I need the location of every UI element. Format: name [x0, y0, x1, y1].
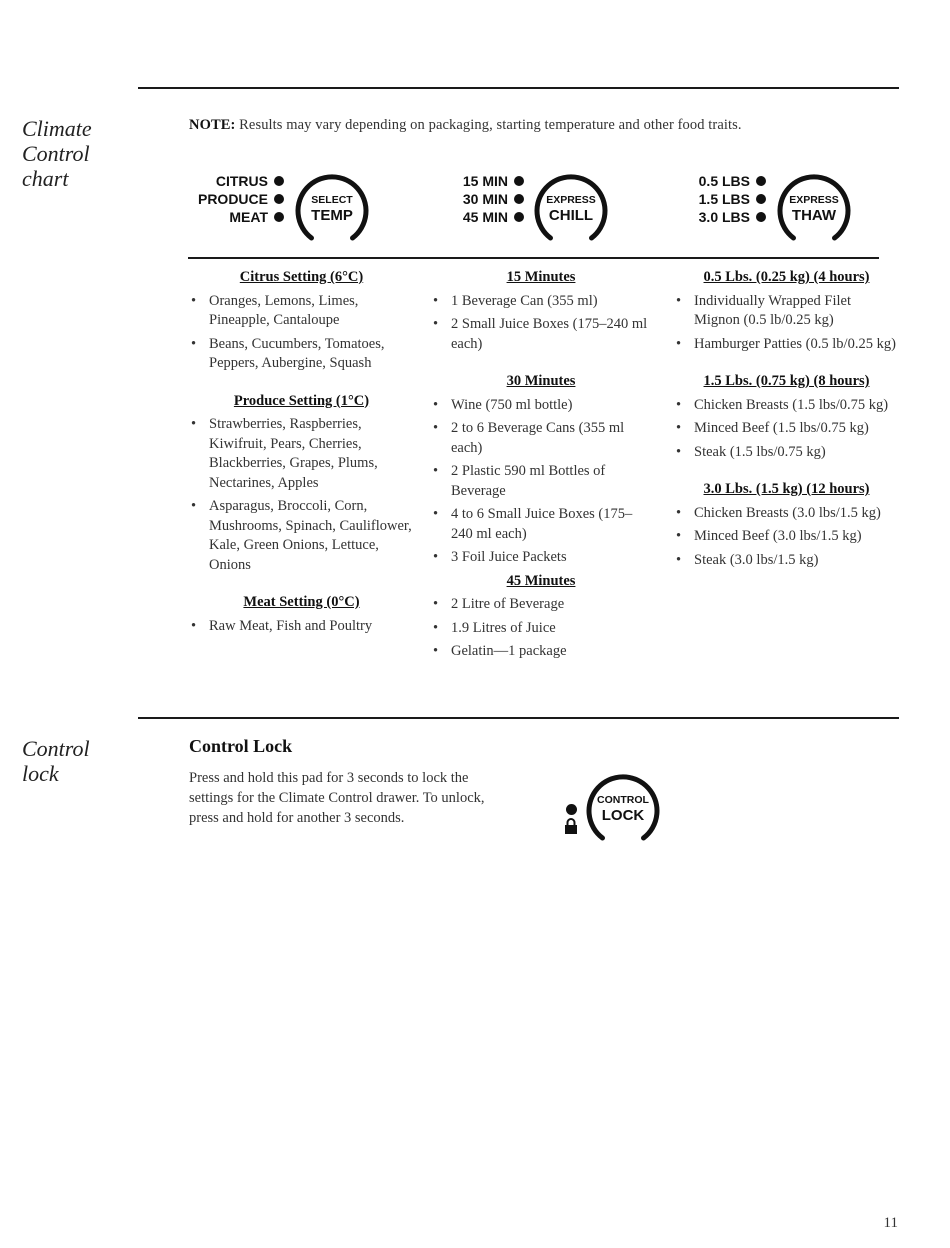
- group-heading: 0.5 Lbs. (0.25 kg) (4 hours): [703, 269, 870, 285]
- section-title-climate-control-chart: [22, 116, 92, 191]
- indicator-dot-icon: [756, 212, 766, 222]
- group-heading: 30 Minutes: [506, 373, 576, 389]
- indicator-dot-icon: [514, 176, 524, 186]
- option-list: [658, 172, 768, 226]
- group-heading: 1.5 Lbs. (0.75 kg) (8 hours): [703, 373, 870, 389]
- page-number: 11: [883, 1215, 898, 1231]
- button-label-bottom: CHILL: [548, 207, 594, 224]
- select-temp-panel: [170, 172, 370, 248]
- indicator-dot-icon: [274, 176, 284, 186]
- button-label-top: EXPRESS: [546, 194, 596, 206]
- list-item: • 1.9 Litres of Juice: [431, 619, 651, 639]
- list-item: • 2 Plastic 590 ml Bottles of Beverage: [431, 462, 651, 501]
- list-item: • Raw Meat, Fish and Poultry: [189, 617, 414, 637]
- option-list: [416, 172, 526, 226]
- list-item: • 1 Beverage Can (355 ml): [431, 292, 651, 312]
- list-item: • 2 Small Juice Boxes (175–240 ml each): [431, 315, 651, 354]
- option-45-min: 45 MIN: [416, 208, 526, 226]
- section-title-line: Climate: [22, 116, 92, 141]
- indicator-dot-icon: [274, 194, 284, 204]
- option-produce: PRODUCE: [176, 190, 286, 208]
- list-item: • Individually Wrapped Filet Mignon (0.5 lb/0.25 kg): [674, 292, 899, 331]
- option-15-min: 15 MIN: [416, 172, 526, 190]
- section-rule: [138, 717, 899, 719]
- item-list: [674, 396, 899, 463]
- control-lock-button[interactable]: [585, 772, 661, 848]
- item-list: [189, 617, 414, 637]
- list-item: • Steak (1.5 lbs/0.75 kg): [674, 443, 899, 463]
- item-list: [431, 292, 651, 355]
- note-text: Results may vary depending on packaging, starting temperature and other food traits.: [235, 117, 742, 133]
- express-thaw-column: [674, 268, 899, 574]
- indicator-dot-icon: [514, 212, 524, 222]
- list-item: • 2 Litre of Beverage: [431, 595, 651, 615]
- option-3-0-lbs: 3.0 LBS: [658, 208, 768, 226]
- option-0-5-lbs: 0.5 LBS: [658, 172, 768, 190]
- item-list: [674, 504, 899, 571]
- list-item: • 3 Foil Juice Packets: [431, 548, 651, 568]
- indicator-dot-icon: [756, 176, 766, 186]
- list-item: • Oranges, Lemons, Limes, Pineapple, Cantaloupe: [189, 292, 414, 331]
- button-label-top: SELECT: [311, 194, 353, 206]
- citrus-produce-meat-column: [189, 268, 414, 640]
- indicator-dot-icon: [514, 194, 524, 204]
- control-lock-instructions: Press and hold this pad for 3 seconds to lock the settings for the Climate Control drawer. To unlock, press and hold for another 3 seconds.: [189, 770, 485, 826]
- group-heading: Meat Setting (0°C): [243, 594, 360, 610]
- control-lock-panel: [563, 772, 663, 848]
- list-item: • Steak (3.0 lbs/1.5 kg): [674, 551, 899, 571]
- button-label-top: CONTROL: [597, 794, 649, 806]
- section-title-line: chart: [22, 166, 69, 191]
- item-list: [674, 292, 899, 355]
- top-rule: [138, 87, 899, 89]
- list-item: • Chicken Breasts (1.5 lbs/0.75 kg): [674, 396, 899, 416]
- button-label-bottom: THAW: [791, 207, 837, 224]
- note-label: NOTE:: [189, 117, 236, 133]
- section-title-control-lock: [22, 736, 90, 786]
- list-item: • Beans, Cucumbers, Tomatoes, Peppers, Aubergine, Squash: [189, 335, 414, 374]
- section-title-line: lock: [22, 761, 59, 786]
- list-item: • 4 to 6 Small Juice Boxes (175–240 ml each): [431, 505, 651, 544]
- list-item: • Gelatin—1 package: [431, 642, 651, 662]
- group-heading: 3.0 Lbs. (1.5 kg) (12 hours): [703, 481, 870, 497]
- control-lock-heading: Control Lock: [189, 736, 293, 756]
- option-30-min: 30 MIN: [416, 190, 526, 208]
- group-heading: 15 Minutes: [506, 269, 576, 285]
- express-chill-button[interactable]: [533, 172, 609, 248]
- option-meat: MEAT: [176, 208, 286, 226]
- button-label-top: EXPRESS: [789, 194, 839, 206]
- item-list: [189, 292, 414, 374]
- list-item: • Strawberries, Raspberries, Kiwifruit, Pears, Cherries, Blackberries, Grapes, Plums, Nectarines, Apples: [189, 415, 414, 493]
- note: [189, 117, 742, 134]
- list-item: • Wine (750 ml bottle): [431, 396, 651, 416]
- indicator-dot-icon: [274, 212, 284, 222]
- option-citrus: CITRUS: [176, 172, 286, 190]
- button-label-bottom: LOCK: [601, 807, 645, 824]
- express-thaw-panel: [652, 172, 852, 248]
- list-item: • Minced Beef (1.5 lbs/0.75 kg): [674, 419, 899, 439]
- item-list: [431, 396, 651, 568]
- list-item: • Minced Beef (3.0 lbs/1.5 kg): [674, 527, 899, 547]
- indicator-dot-icon: [566, 804, 577, 815]
- option-list: [176, 172, 286, 226]
- list-item: • Hamburger Patties (0.5 lb/0.25 kg): [674, 335, 899, 355]
- chart-divider: [188, 257, 879, 259]
- group-heading: Citrus Setting (6°C): [239, 269, 364, 285]
- list-item: • 2 to 6 Beverage Cans (355 ml each): [431, 419, 651, 458]
- express-thaw-button[interactable]: [776, 172, 852, 248]
- padlock-icon: [564, 818, 578, 834]
- indicator-dot-icon: [756, 194, 766, 204]
- item-list: [431, 595, 651, 662]
- group-heading: 45 Minutes: [506, 572, 576, 589]
- select-temp-button[interactable]: [294, 172, 370, 248]
- item-list: [189, 415, 414, 575]
- express-chill-panel: [410, 172, 610, 248]
- button-label-bottom: TEMP: [311, 207, 353, 224]
- section-title-line: Control: [22, 736, 90, 761]
- group-heading: Produce Setting (1°C): [233, 392, 370, 409]
- list-item: • Asparagus, Broccoli, Corn, Mushrooms, Spinach, Cauliflower, Kale, Green Onions, Lettuce, Onions: [189, 497, 414, 575]
- option-1-5-lbs: 1.5 LBS: [658, 190, 768, 208]
- section-title-line: Control: [22, 141, 90, 166]
- list-item: • Chicken Breasts (3.0 lbs/1.5 kg): [674, 504, 899, 524]
- express-chill-column: [431, 268, 651, 666]
